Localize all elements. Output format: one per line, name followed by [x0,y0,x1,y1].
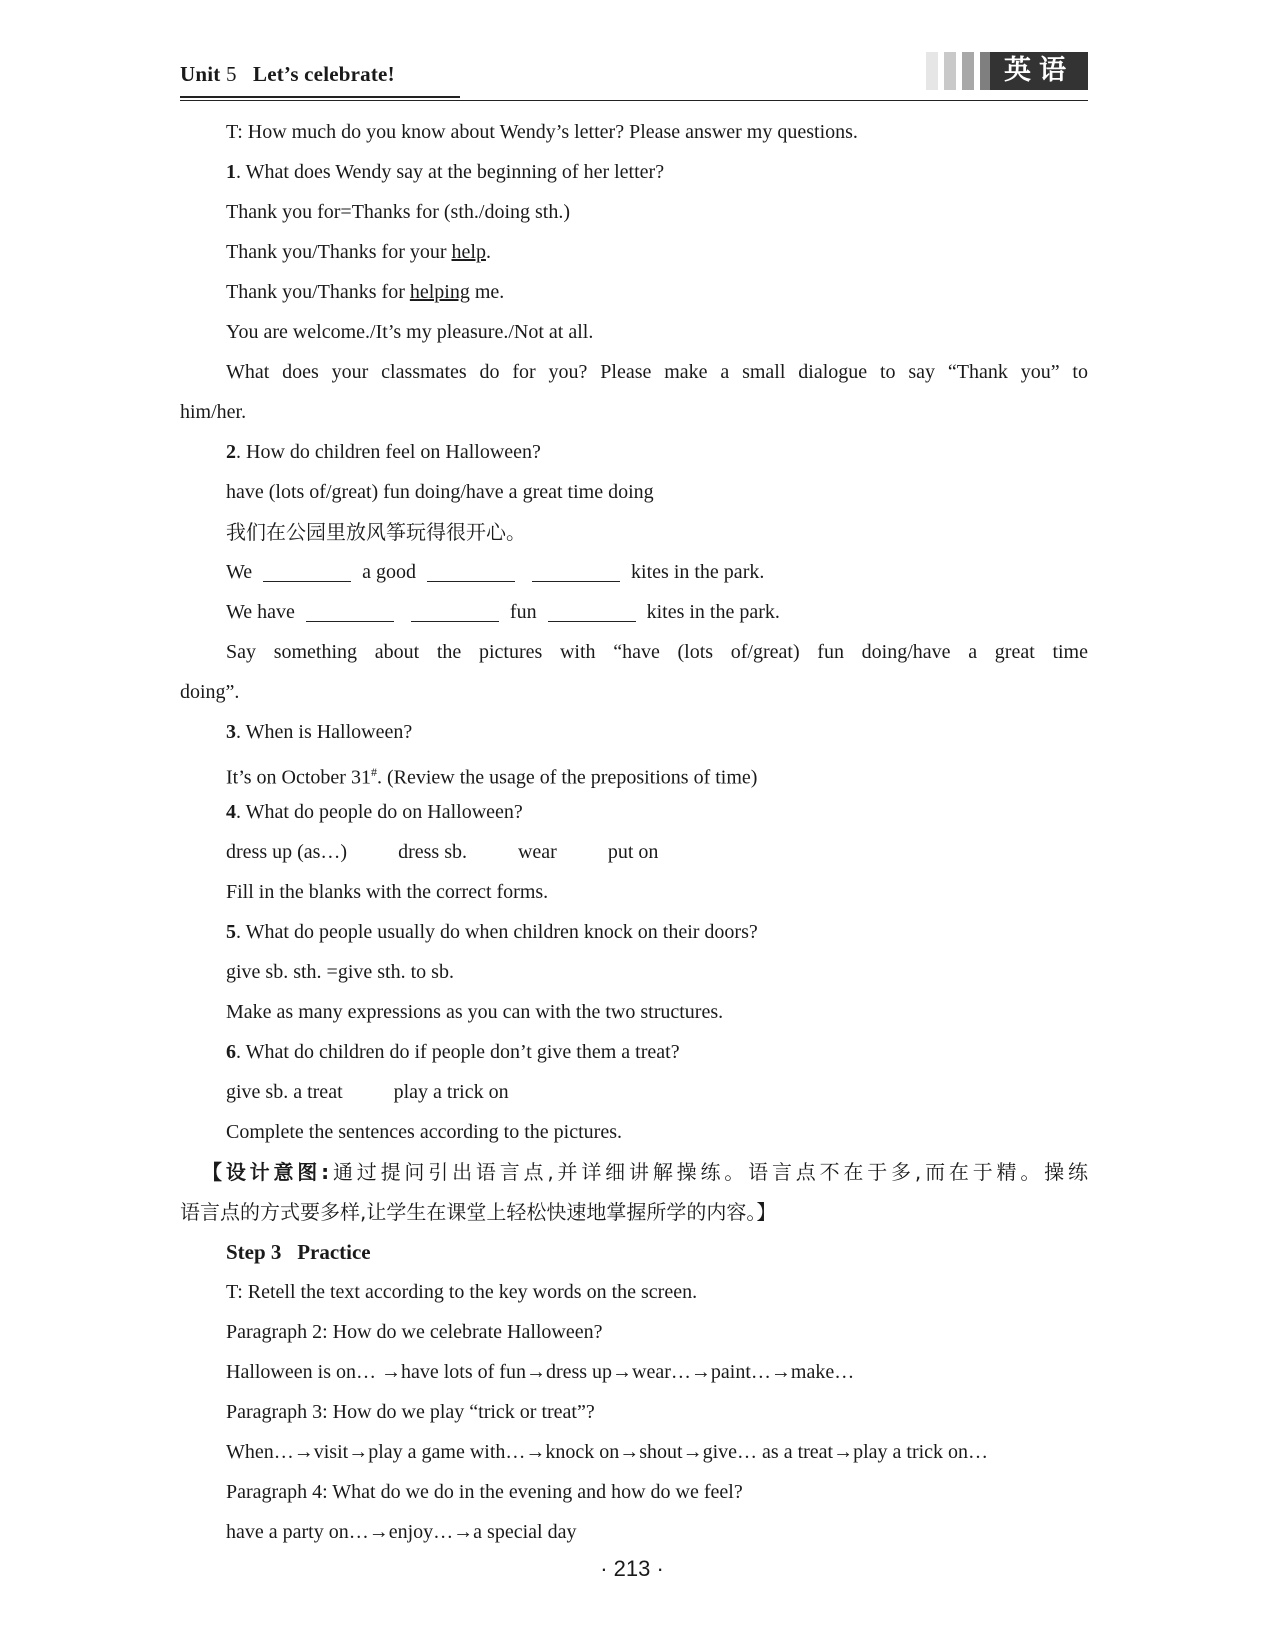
text-line: have a party on…→enjoy…→a special day [226,1521,577,1543]
unit-number: 5 [225,62,237,86]
bar-2 [944,52,956,90]
text-line: give sb. sth. =give sth. to sb. [226,961,454,983]
question-number: 6 [226,1041,236,1063]
unit-word: Unit [180,62,221,86]
design-note: 【设计意图:通过提问引出语言点,并详细讲解操练。语言点不在于多,而在于精。操练 [202,1160,1089,1184]
page-number: · 213 · [600,1556,664,1581]
question-number: 4 [226,801,236,823]
question-3 [180,712,1088,752]
blank [263,559,351,582]
question-1 [180,152,1088,192]
text-line: When…→visit→play a game with…→knock on→shout→give… as a treat→play a trick on… [226,1441,989,1463]
question-text: . When is Halloween? [236,721,413,743]
header-rule-thick [180,96,460,98]
step-heading: Step 3 Practice [226,1240,371,1264]
text-line: Make as many expressions as you can with the two structures. [226,1001,724,1023]
text-line: Fill in the blanks with the correct forms. [226,881,549,903]
bar-1 [926,52,938,90]
unit-title: Let’s celebrate! [253,62,395,86]
text-line: T: Retell the text according to the key words on the screen. [226,1281,698,1303]
fill-blank-line: We have fun kites in the park. [226,601,780,623]
question-text: . What does Wendy say at the beginning of her letter? [236,161,665,183]
text-line: T: How much do you know about Wendy’s letter? Please answer my questions. [226,121,858,143]
text-line: Thank you/Thanks for your help. [226,241,491,263]
fill-blank-line: We a good kites in the park. [226,561,765,583]
question-text: . What do people usually do when children knock on their doors? [236,921,758,943]
page-content [180,112,1088,1552]
page-header [180,52,1088,112]
underlined-word: helping [409,281,470,303]
text-line: doing”. [180,681,240,703]
decorative-bars [926,52,992,90]
question-text: . How do children feel on Halloween? [236,441,541,463]
underlined-word: help [451,241,486,263]
blank [532,559,620,582]
question-text: . What do people do on Halloween? [236,801,523,823]
text-line: Complete the sentences according to the pictures. [226,1121,622,1143]
question-number: 1 [226,161,236,183]
phrase-list: give sb. a treat play a trick on [226,1081,509,1103]
text-line: Say something about the pictures with “have (lots of/great) fun doing/have a great time [226,641,1088,663]
question-2 [180,432,1088,472]
blank [548,599,636,622]
text-line: Paragraph 2: How do we celebrate Halloween? [226,1321,603,1343]
text-line: Paragraph 3: How do we play “trick or treat”? [226,1401,595,1423]
chinese-sentence: 我们在公园里放风筝玩得很开心。 [226,520,526,544]
question-number: 3 [226,721,236,743]
question-5 [180,912,1088,952]
question-text: . What do children do if people don’t give them a treat? [236,1041,680,1063]
text-line: have (lots of/great) fun doing/have a great time doing [226,481,654,503]
blank [427,559,515,582]
phrase-list: dress up (as…) dress sb. wear put on [226,841,659,863]
blank [306,599,394,622]
subject-badge: 英语 [990,52,1088,90]
header-rule-thin [180,100,1088,101]
bar-3 [962,52,974,90]
text-line: Thank you/Thanks for helping me. [226,281,505,303]
text-line: Halloween is on… →have lots of fun→dress up→wear…→paint…→make… [226,1361,855,1383]
design-note-cont: 语言点的方式要多样,让学生在课堂上轻松快速地掌握所学的内容。】 [180,1200,777,1224]
question-6 [180,1032,1088,1072]
blank [411,599,499,622]
question-4 [180,792,1088,832]
unit-heading [180,62,395,87]
text-line: him/her. [180,401,247,423]
design-note-label: 【设计意图: [202,1160,330,1184]
text-line: You are welcome./It’s my pleasure./Not at all. [226,321,594,343]
text-line: What does your classmates do for you? Please make a small dialogue to say “Thank you” to [226,361,1088,383]
question-number: 5 [226,921,236,943]
text-line: Paragraph 4: What do we do in the evening and how do we feel? [226,1481,743,1503]
question-number: 2 [226,441,236,463]
text-line: Thank you for=Thanks for (sth./doing sth.) [226,201,571,223]
text-line: It’s on October 31#. (Review the usage of the prepositions of time) [226,765,758,789]
